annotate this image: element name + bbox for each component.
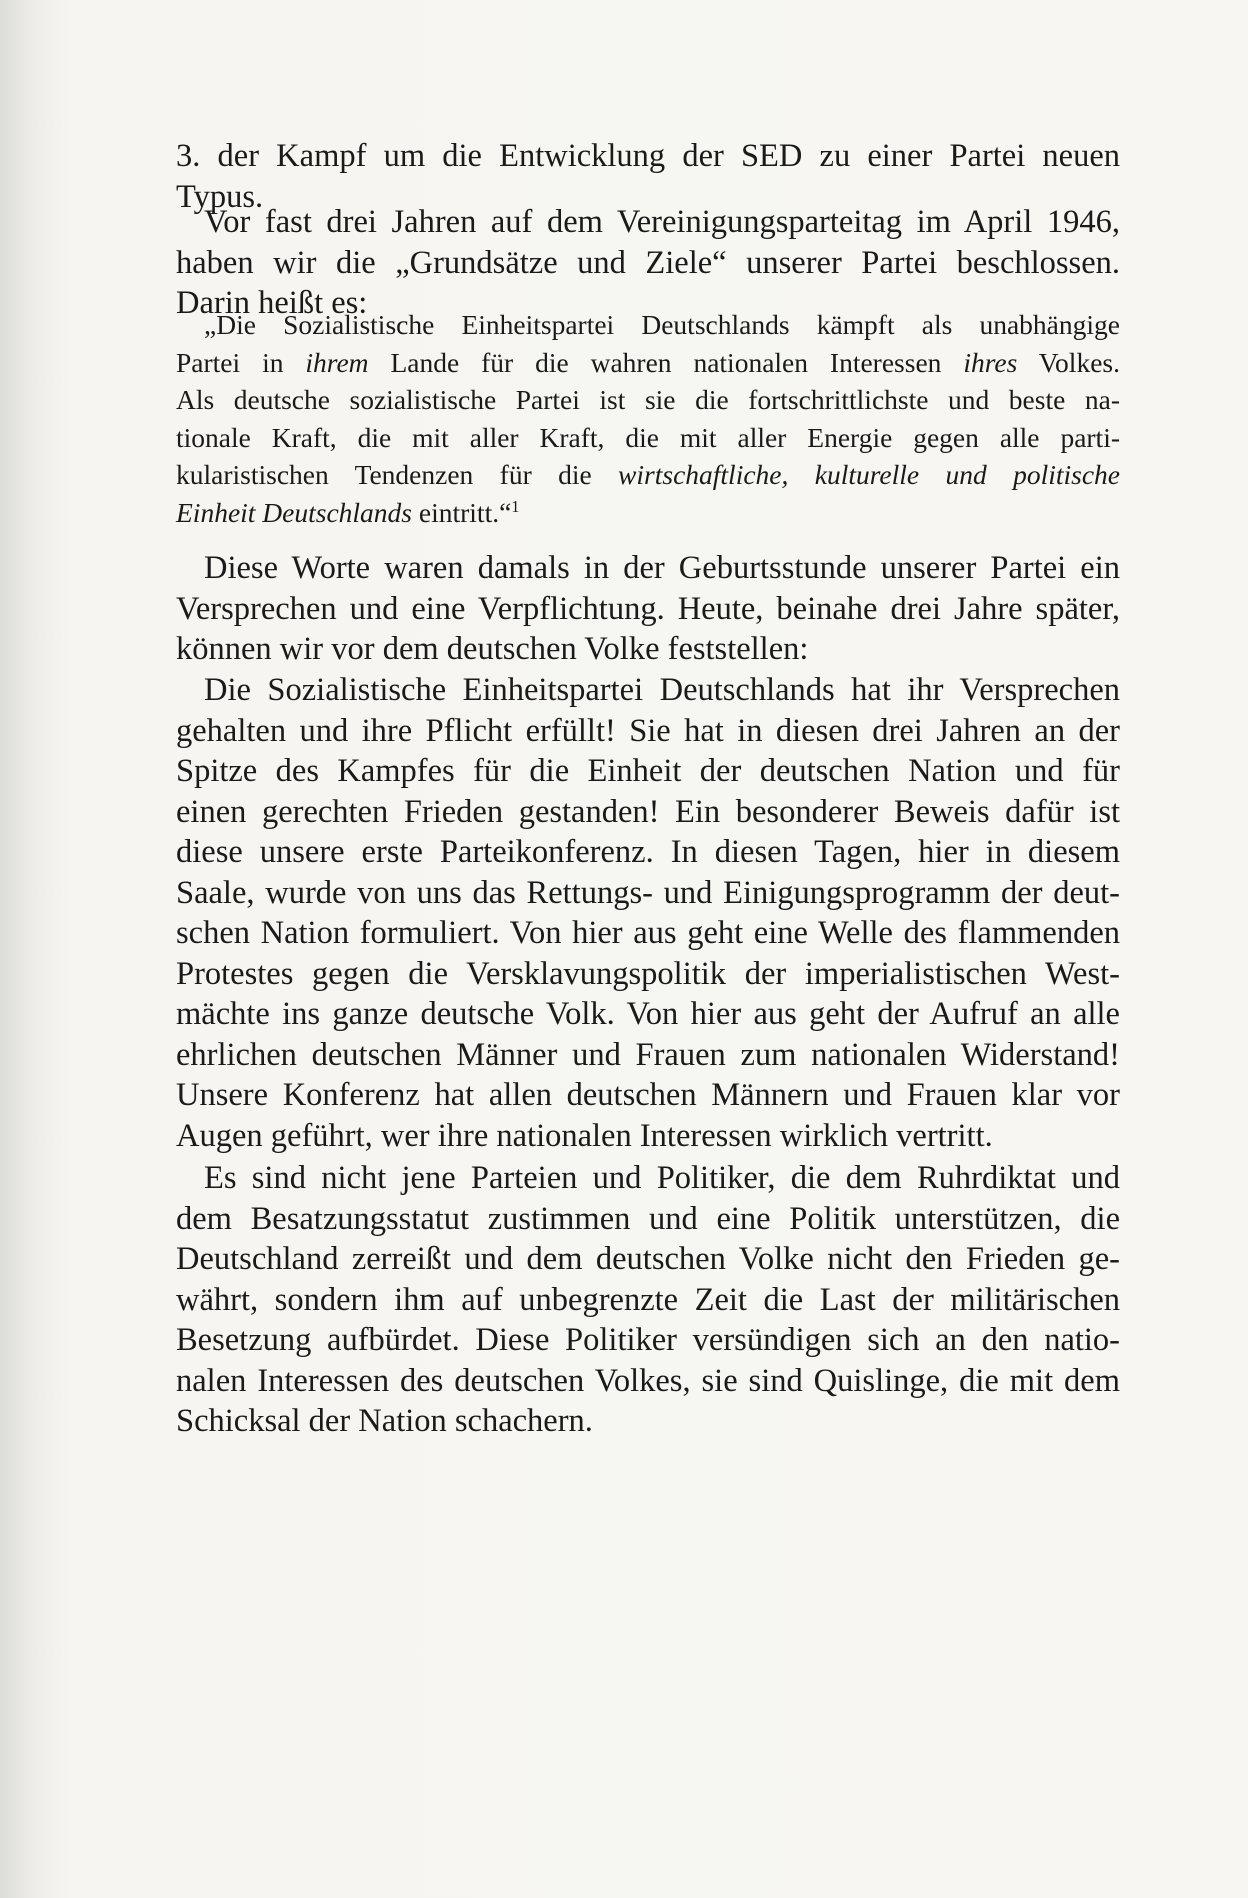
- block-quote: [176, 306, 1120, 531]
- text-line: Saale, wurde von uns das Rettungs- und Einigungsprogramm der deut-: [176, 874, 1120, 911]
- quote-text: Lande für die wahren nationalen Interessen: [368, 346, 964, 378]
- text-line: 3. der Kampf um die Entwicklung der SED zu einer Partei neuen: [176, 138, 1120, 174]
- text-line: nalen Interessen des deutschen Volkes, sie sind Quislinge, die mit dem: [176, 1362, 1120, 1399]
- paragraph-2: [176, 548, 1120, 670]
- quote-emphasis: ihrem: [305, 346, 369, 378]
- quote-line: tionale Kraft, die mit aller Kraft, die mit aller Energie gegen alle parti-: [176, 421, 1120, 453]
- text-line: einen gerechten Frieden gestanden! Ein besonderer Beweis dafür ist: [176, 793, 1120, 830]
- text-line: schen Nation formuliert. Von hier aus geht eine Welle des flammenden: [176, 915, 1120, 951]
- text-line: Typus.: [176, 178, 264, 215]
- quote-emphasis: ihres: [963, 346, 1018, 378]
- paragraph-3: [176, 670, 1120, 1156]
- quote-emphasis: wirtschaftliche, kulturelle und politische: [618, 459, 1120, 490]
- text-line: Schicksal der Nation schachern.: [176, 1403, 593, 1439]
- text-line: Spitze des Kampfes für die Einheit der deutschen Nation und für: [176, 753, 1120, 789]
- text-line: diese unsere erste Parteikonferenz. In diesen Tagen, hier in diesem: [176, 834, 1120, 870]
- text-line: Die Sozialistische Einheitspartei Deutschlands hat ihr Versprechen: [204, 672, 1120, 708]
- quote-line: „Die Sozialistische Einheitspartei Deutschlands kämpft als unabhängige: [204, 309, 1120, 340]
- text-line: Deutschland zerreißt und dem deutschen Volke nicht den Frieden ge-: [176, 1241, 1120, 1277]
- text-line: mächte ins ganze deutsche Volk. Von hier aus geht der Aufruf an alle: [176, 996, 1120, 1032]
- text-line: gehalten und ihre Pflicht erfüllt! Sie hat in diesen drei Jahren an der: [176, 712, 1120, 749]
- text-line: können wir vor dem deutschen Volke feststellen:: [176, 631, 809, 667]
- text-line: währt, sondern ihm auf unbegrenzte Zeit die Last der militärischen: [176, 1281, 1120, 1318]
- text-line: ehrlichen deutschen Männer und Frauen zum nationalen Widerstand!: [176, 1036, 1120, 1073]
- quote-text: Partei in: [176, 346, 306, 378]
- text-line: Es sind nicht jene Parteien und Politiker, die dem Ruhrdiktat und: [204, 1160, 1120, 1196]
- quote-text: Volkes.: [1017, 346, 1120, 378]
- quote-line: Als deutsche sozialistische Partei ist sie die fortschrittlichste und beste na-: [176, 384, 1120, 415]
- quote-emphasis: Einheit Deutschlands: [176, 496, 413, 528]
- text-line: Besetzung aufbürdet. Diese Politiker versündigen sich an den natio-: [176, 1322, 1120, 1358]
- quote-line: [176, 344, 1120, 382]
- quote-text: eintritt.“: [412, 496, 512, 528]
- text-line: Augen geführt, wer ihre nationalen Interessen wirklich vertritt.: [176, 1117, 993, 1154]
- quote-line: [176, 456, 1120, 494]
- text-line: Vor fast drei Jahren auf dem Vereinigungsparteitag im April 1946,: [204, 204, 1120, 240]
- text-line: Versprechen und eine Verpflichtung. Heute, beinahe drei Jahre später,: [176, 590, 1120, 627]
- quote-text: kularistischen Tendenzen für die: [176, 459, 619, 490]
- text-line: dem Besatzungsstatut zustimmen und eine Politik unterstützen, die: [176, 1200, 1120, 1237]
- paragraph-4: [176, 1158, 1120, 1442]
- text-line: Unsere Konferenz hat allen deutschen Männern und Frauen klar vor: [176, 1077, 1120, 1113]
- text-line: Diese Worte waren damals in der Geburtsstunde unserer Partei ein: [204, 550, 1120, 586]
- footnote-reference: 1: [511, 496, 520, 516]
- text-line: Darin heißt es:: [176, 285, 368, 321]
- quote-line: [176, 494, 1120, 532]
- text-line: haben wir die „Grundsätze und Ziele“ unserer Partei beschlossen.: [176, 244, 1120, 281]
- text-line: Protestes gegen die Versklavungspolitik der imperialistischen West-: [176, 955, 1120, 992]
